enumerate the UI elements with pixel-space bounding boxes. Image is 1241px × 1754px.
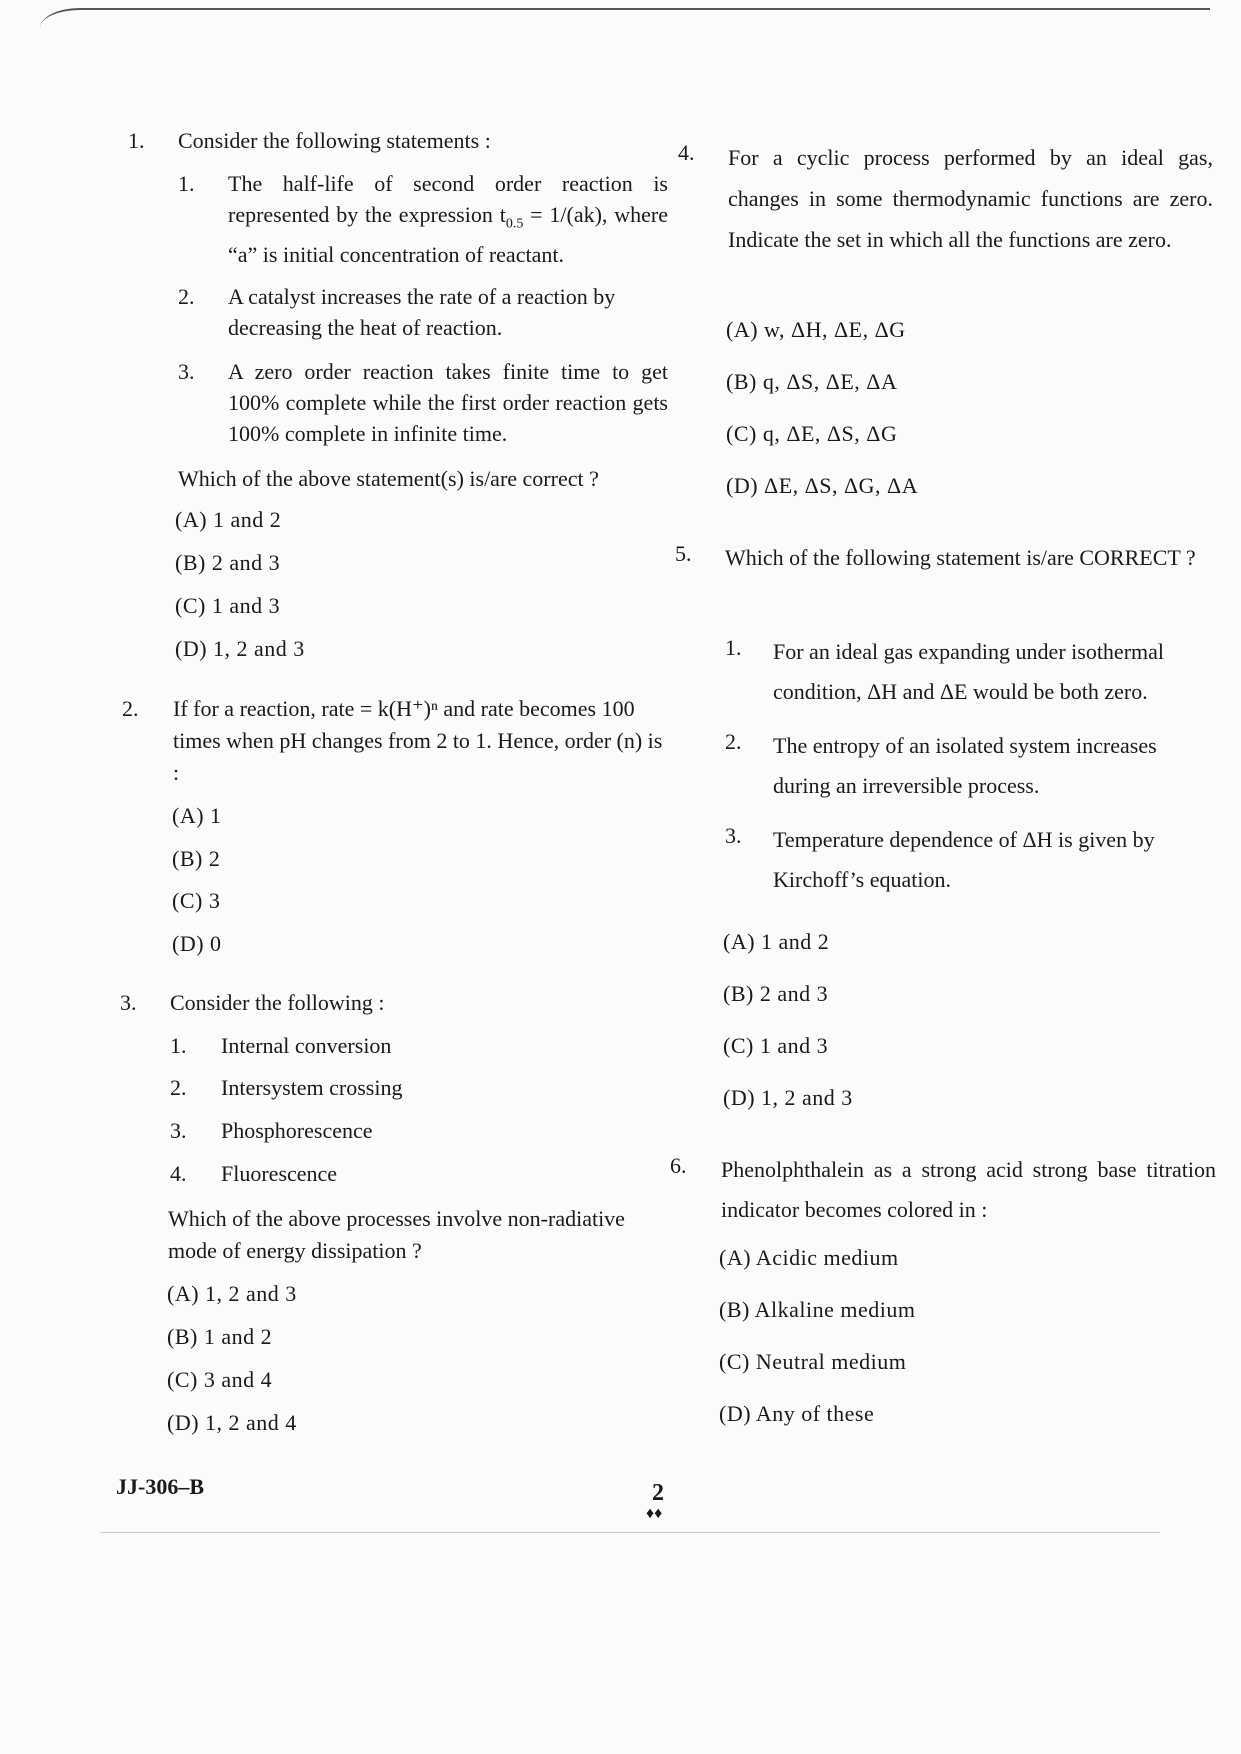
subscript: 0.5 [505,216,524,232]
option-a[interactable]: (A) 1 and 2 [175,507,282,532]
diamond-marks: ♦♦ [646,1505,663,1522]
option-d[interactable]: (D) 1, 2 and 3 [175,636,305,661]
statement-text [228,168,668,270]
question-number: 1. [128,128,145,153]
statement-text: Temperature dependence of ΔH is given by Kirchoff’s equation. [773,827,1155,892]
statement-number: 2. [725,729,742,754]
option-a[interactable]: (A) Acidic medium [719,1245,899,1270]
statement-number: 3. [178,359,195,384]
option-a[interactable]: (A) w, ΔH, ΔE, ΔG [726,317,906,342]
statement-text: Fluorescence [221,1161,338,1186]
question-text: If for a reaction, rate = k(H⁺)ⁿ and rate becomes 100 times when pH changes from 2 to 1. Hence, order (n) is : [173,696,663,785]
page-top-rule [40,8,1210,34]
question-number: 6. [670,1153,687,1178]
option-d[interactable]: (D) 0 [172,931,222,956]
option-b[interactable]: (B) 2 and 3 [723,981,829,1006]
question-number: 2. [122,696,139,721]
option-b[interactable]: (B) Alkaline medium [719,1297,916,1322]
paper-code: JJ-306–B [116,1474,204,1499]
statement-number: 3. [725,823,742,848]
statement-text: For an ideal gas expanding under isothermal condition, ΔH and ΔE would be both zero. [773,639,1165,704]
question-text: Phenolphthalein as a strong acid strong base titration indicator becomes colored in : [721,1157,1216,1222]
statement-text: Intersystem crossing [221,1075,403,1100]
option-c[interactable]: (C) Neutral medium [719,1349,907,1374]
statement-number: 3. [170,1118,187,1143]
question-text: Consider the following : [170,990,385,1015]
page-bottom-rule [100,1532,1160,1533]
option-c[interactable]: (C) 3 [172,888,221,913]
question-prompt: Which of the above statement(s) is/are correct ? [178,466,599,491]
page-number: 2 [652,1480,664,1506]
statement-text-b: = 1/(ak), where “a” is initial concentration of reactant. [228,202,668,268]
option-c[interactable]: (C) 1 and 3 [175,593,281,618]
option-a[interactable]: (A) 1, 2 and 3 [167,1281,297,1306]
question-number: 4. [678,140,695,165]
statement-number: 1. [725,635,742,660]
option-d[interactable]: (D) Any of these [719,1401,875,1426]
option-b[interactable]: (B) q, ΔS, ΔE, ΔA [726,369,898,394]
statement-number: 2. [170,1075,187,1100]
option-b[interactable]: (B) 2 and 3 [175,550,281,575]
statement-number: 4. [170,1161,187,1186]
question-prompt: Which of the above processes involve non-radiative mode of energy dissipation ? [168,1206,625,1263]
option-d[interactable]: (D) 1, 2 and 4 [167,1410,297,1435]
option-a[interactable]: (A) 1 and 2 [723,929,830,954]
option-c[interactable]: (C) 1 and 3 [723,1033,829,1058]
statement-text: A catalyst increases the rate of a reaction by decreasing the heat of reaction. [228,284,616,340]
question-text: Consider the following statements : [178,128,491,153]
statement-text: Phosphorescence [221,1118,373,1143]
question-text: For a cyclic process performed by an ideal gas, changes in some thermodynamic functions are zero. Indicate the set in which all the functions are zero. [728,145,1213,252]
statement-text: Internal conversion [221,1033,392,1058]
statement-number: 1. [178,171,195,196]
option-b[interactable]: (B) 2 [172,846,221,871]
option-c[interactable]: (C) 3 and 4 [167,1367,273,1392]
question-text: Which of the following statement is/are CORRECT ? [725,545,1196,570]
statement-number: 1. [170,1033,187,1058]
option-d[interactable]: (D) 1, 2 and 3 [723,1085,853,1110]
question-number: 3. [120,990,137,1015]
option-b[interactable]: (B) 1 and 2 [167,1324,273,1349]
statement-text: The entropy of an isolated system increases during an irreversible process. [773,733,1157,798]
statement-text: A zero order reaction takes finite time to get 100% complete while the first order reaction gets 100% complete in infinite time. [228,359,668,446]
option-c[interactable]: (C) q, ΔE, ΔS, ΔG [726,421,898,446]
statement-number: 2. [178,284,195,309]
option-d[interactable]: (D) ΔE, ΔS, ΔG, ΔA [726,473,919,498]
question-number: 5. [675,541,692,566]
statement-text-a: The half-life of second order reaction is represented by the expression t [228,171,668,227]
option-a[interactable]: (A) 1 [172,803,222,828]
